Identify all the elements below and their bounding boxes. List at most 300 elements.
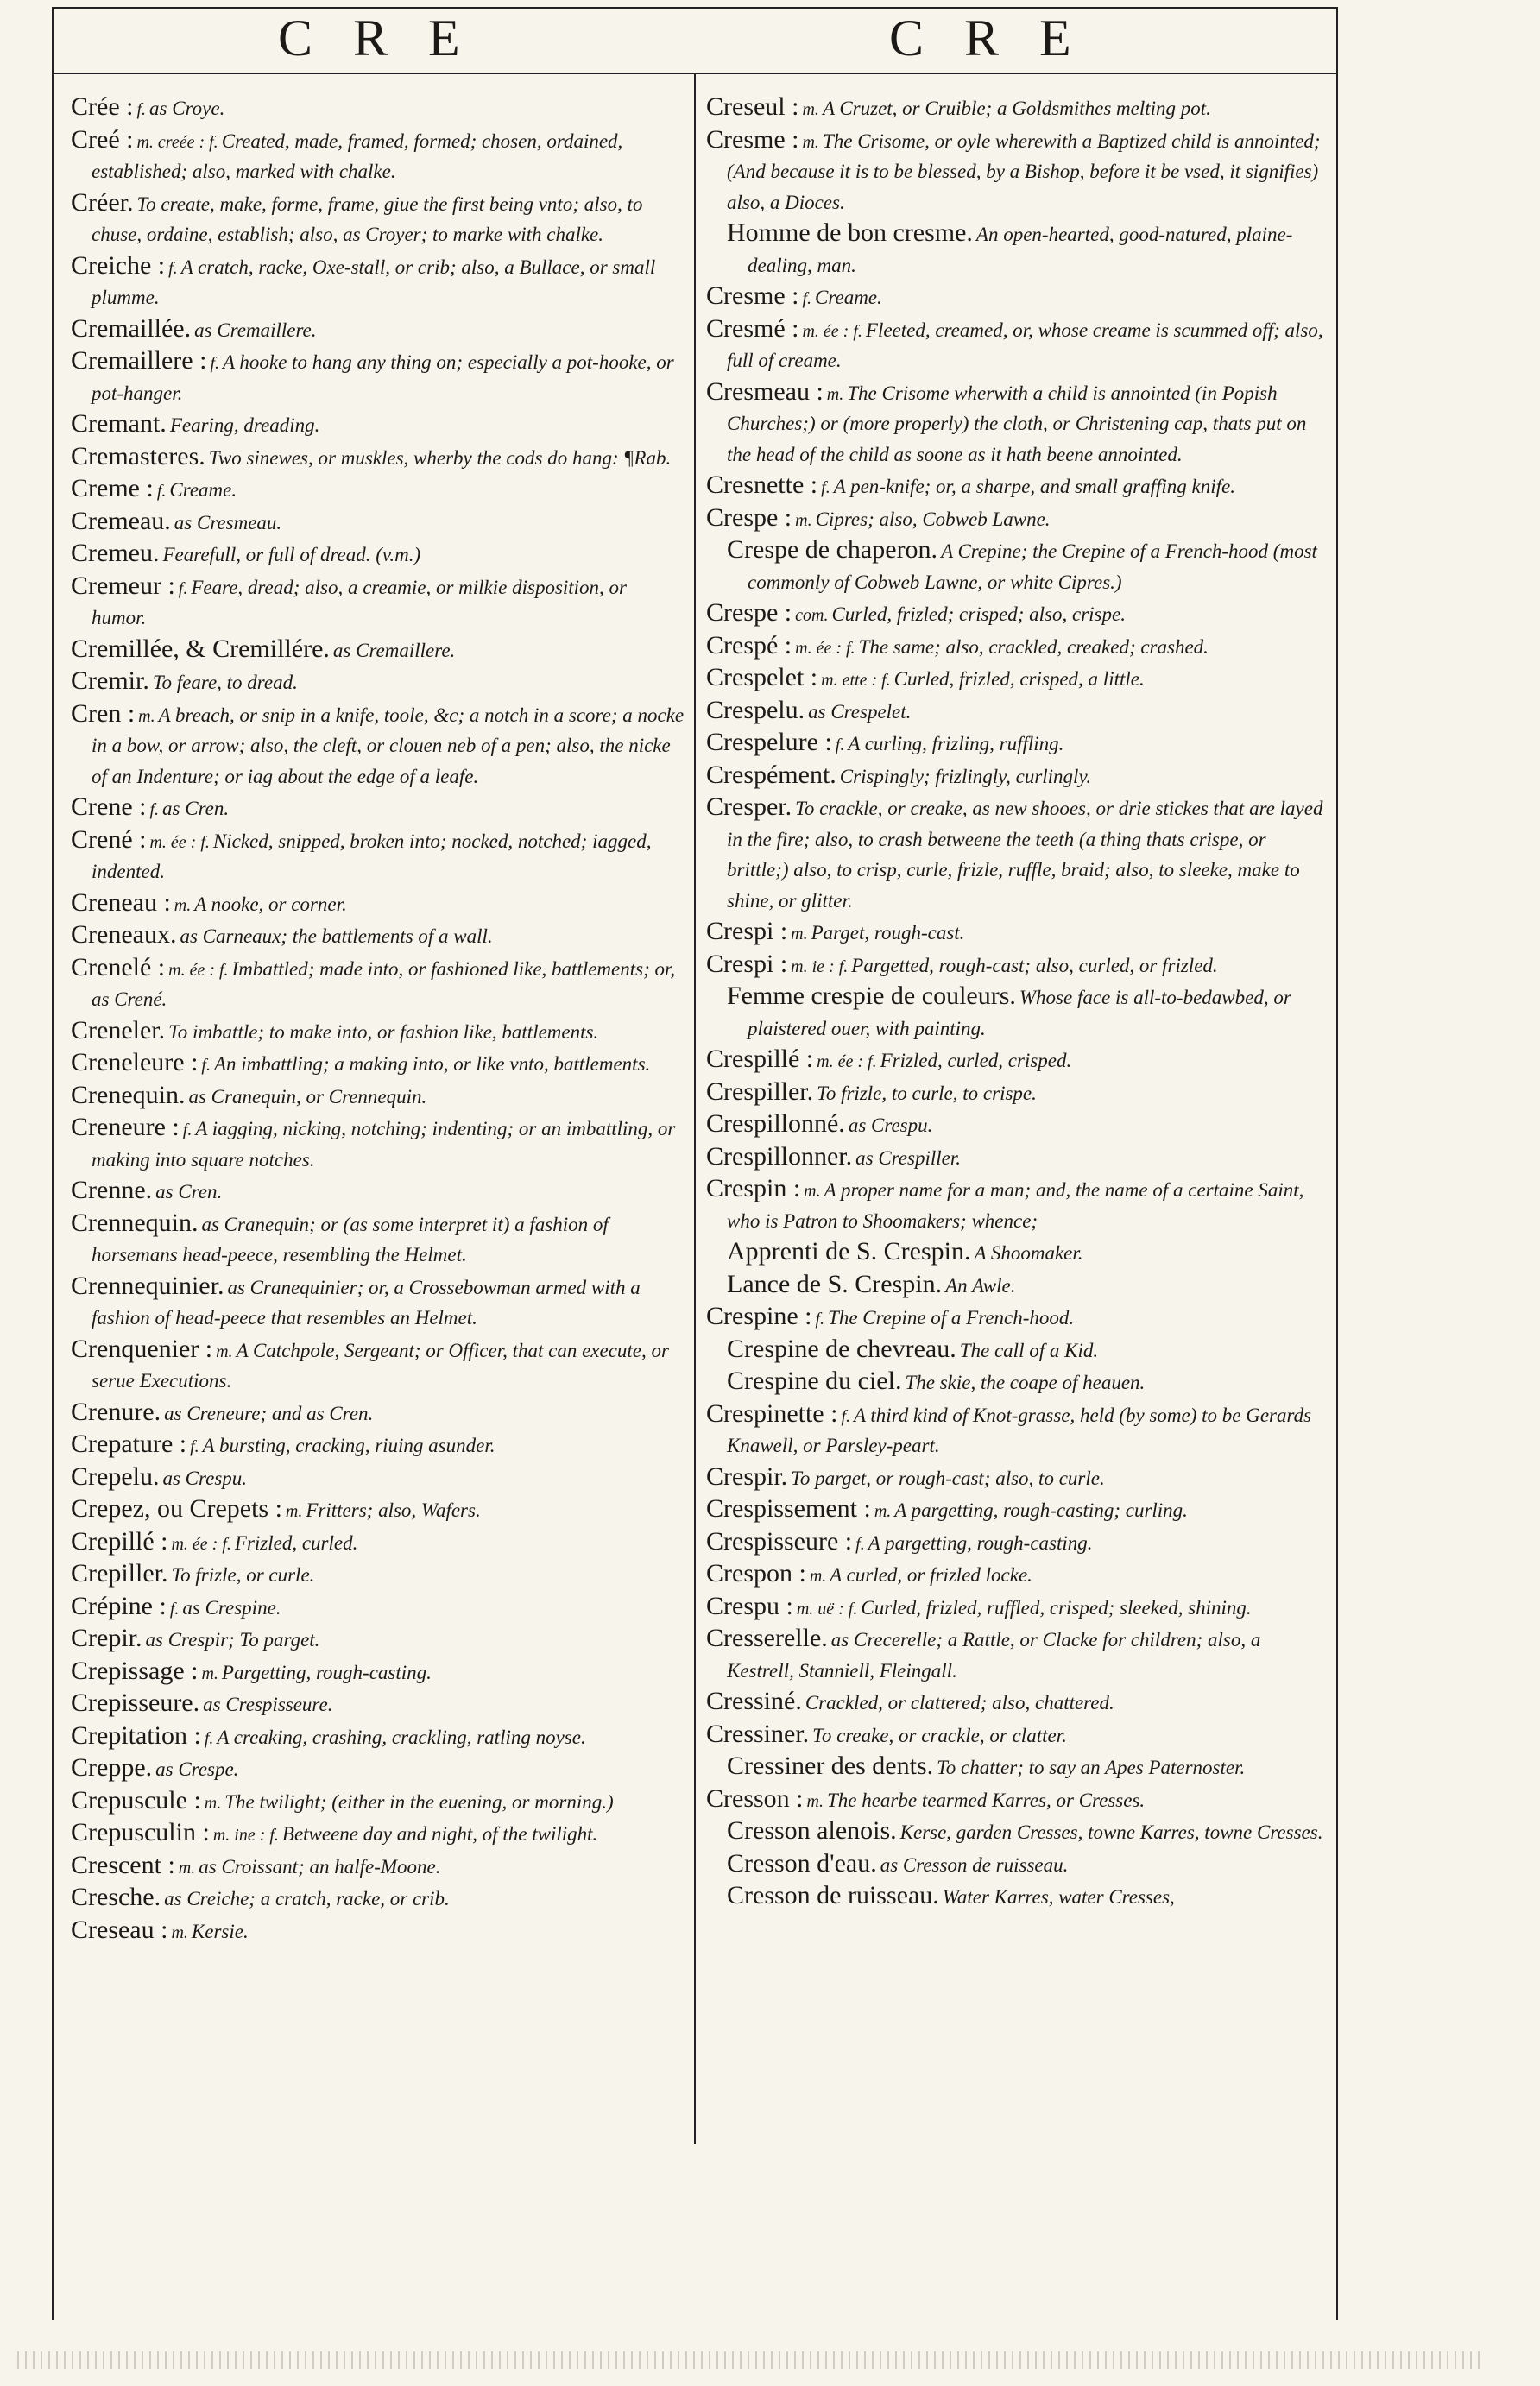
headword: Crepiller. bbox=[71, 1559, 168, 1588]
headword: Crespelet : bbox=[706, 663, 818, 691]
grammar-label: f. bbox=[178, 578, 188, 598]
dictionary-entry bbox=[706, 761, 1324, 794]
definition: Crackled, or clattered; also, chattered. bbox=[805, 1692, 1114, 1714]
dictionary-entry bbox=[706, 918, 1324, 950]
definition: Fleeted, creamed, or, whose creame is scummed off; also, full of creame. bbox=[727, 319, 1323, 371]
headword: Crenure. bbox=[71, 1397, 161, 1426]
dictionary-entry bbox=[71, 700, 685, 794]
grammar-label: m. bbox=[826, 384, 844, 404]
headword: Cresson alenois. bbox=[727, 1816, 897, 1845]
definition: A Catchpole, Sergeant; or Officer, that can execute, or serue Executions. bbox=[92, 1339, 669, 1392]
dictionary-entry bbox=[71, 1916, 685, 1949]
grammar-label: f. bbox=[204, 1728, 214, 1748]
dictionary-entry bbox=[71, 1819, 685, 1852]
definition: The same; also, crackled, creaked; crashed. bbox=[858, 635, 1209, 658]
definition: Feare, dread; also, a creamie, or milkie disposition, or humor. bbox=[92, 576, 628, 628]
dictionary-entry bbox=[706, 1143, 1324, 1176]
headword: Cresnette : bbox=[706, 470, 818, 499]
definition: as Crespir; To parget. bbox=[145, 1629, 320, 1651]
dictionary-entry bbox=[706, 1303, 1324, 1335]
definition: To crackle, or creake, as new shooes, or drie stickes that are layed in the fire; also, to crash betweene the teeth (a thing thats crispe, or brittle;) also, to crisp, curle, frizle, ruffle, braid; also, to sleeke, make to shine, or glitter. bbox=[727, 798, 1323, 912]
dictionary-entry bbox=[706, 93, 1324, 126]
grammar-label: m. bbox=[174, 895, 192, 915]
definition: A hooke to hang any thing on; especially a pot-hooke, or pot-hanger. bbox=[92, 351, 674, 404]
grammar-label: m. bbox=[791, 925, 808, 944]
dictionary-entry bbox=[706, 1238, 1324, 1271]
definition: Imbattled; made into, or fashioned like, battlements; or, as Crené. bbox=[92, 957, 676, 1010]
dictionary-entry bbox=[71, 1593, 685, 1625]
headword: Crespément. bbox=[706, 760, 836, 789]
dictionary-entry bbox=[706, 536, 1324, 599]
headword: Crepitation : bbox=[71, 1720, 201, 1750]
dictionary-entry bbox=[706, 632, 1324, 665]
grammar-label: m. bbox=[138, 706, 155, 726]
dictionary-entry bbox=[71, 1017, 685, 1050]
definition: Pargetting, rough-casting. bbox=[221, 1661, 432, 1683]
headword: Crespissement : bbox=[706, 1494, 871, 1523]
definition: Fritters; also, Wafers. bbox=[306, 1499, 481, 1521]
headword: Crespe : bbox=[706, 502, 792, 532]
headword: Crespiller. bbox=[706, 1076, 814, 1106]
headword: Crespelure : bbox=[706, 728, 832, 756]
headword: Crespe de chaperon. bbox=[727, 535, 938, 564]
headword: Crené : bbox=[71, 824, 147, 854]
headword: Cresson : bbox=[706, 1783, 804, 1813]
headword: Crespillonner. bbox=[706, 1141, 853, 1171]
headword: Crepissage : bbox=[71, 1656, 199, 1685]
headword: Femme crespie de couleurs. bbox=[727, 982, 1016, 1010]
grammar-label: m. bbox=[201, 1663, 218, 1683]
definition: Two sinewes, or muskles, wherby the cods do hang: ¶Rab. bbox=[208, 446, 672, 469]
definition: A curling, frizling, ruffling. bbox=[848, 733, 1064, 754]
definition: as Crespu. bbox=[162, 1467, 248, 1489]
dictionary-entry bbox=[71, 1049, 685, 1082]
headword: Crespi : bbox=[706, 917, 788, 945]
dictionary-entry bbox=[706, 950, 1324, 983]
definition: as Cranequin, or Crennequin. bbox=[188, 1085, 427, 1108]
headword: Homme de bon cresme. bbox=[727, 218, 973, 247]
left-column bbox=[71, 93, 685, 1948]
definition: as Cranequin; or (as some interpret it) a fashion of horsemans head-peece, resembling the Helmet. bbox=[92, 1213, 609, 1266]
dictionary-entry bbox=[71, 410, 685, 443]
headword: Creneaux. bbox=[71, 920, 177, 949]
definition: To chatter; to say an Apes Paternoster. bbox=[937, 1757, 1246, 1778]
grammar-label: m. ie : f. bbox=[791, 956, 849, 976]
headword: Crenequin. bbox=[71, 1080, 186, 1109]
definition: Water Karres, water Cresses, bbox=[942, 1886, 1175, 1908]
grammar-label: m. ée : f. bbox=[168, 960, 229, 980]
definition: A iagging, nicking, notching; indenting; or an imbattling, or making into square notches. bbox=[92, 1118, 676, 1171]
definition: An Awle. bbox=[945, 1274, 1016, 1297]
headword: Crepir. bbox=[71, 1624, 142, 1652]
dictionary-entry bbox=[706, 315, 1324, 378]
definition: A pen-knife; or, a sharpe, and small graffing knife. bbox=[833, 476, 1235, 497]
definition: An open-hearted, good-natured, plaine-dealing, man. bbox=[748, 224, 1293, 276]
dictionary-entry bbox=[706, 1817, 1324, 1850]
definition: The Crepine of a French-hood. bbox=[828, 1307, 1075, 1329]
dictionary-entry bbox=[71, 189, 685, 252]
definition: To creake, or crackle, or clatter. bbox=[812, 1724, 1067, 1746]
definition: The skie, the coape of heauen. bbox=[905, 1372, 1146, 1393]
grammar-label: m. ée : f. bbox=[802, 321, 862, 341]
headword: Crescent : bbox=[71, 1850, 175, 1879]
dictionary-entry bbox=[706, 1110, 1324, 1143]
headword: Cresmé : bbox=[706, 313, 799, 343]
dictionary-entry bbox=[71, 1560, 685, 1593]
dictionary-entry bbox=[706, 1175, 1324, 1238]
dictionary-entry bbox=[706, 1495, 1324, 1528]
grammar-label: m. ée : f. bbox=[795, 638, 855, 658]
dictionary-entry bbox=[71, 635, 685, 668]
grammar-label: m. ée : f. bbox=[171, 1534, 231, 1554]
headword: Creppe. bbox=[71, 1753, 153, 1782]
dictionary-entry bbox=[706, 1078, 1324, 1111]
grammar-label: f. bbox=[149, 800, 160, 819]
headword: Crespillonné. bbox=[706, 1109, 845, 1138]
headword: Crespisseure : bbox=[706, 1526, 853, 1556]
dictionary-entry bbox=[706, 793, 1324, 918]
headword: Cremaillere : bbox=[71, 346, 207, 375]
definition: The call of a Kid. bbox=[959, 1339, 1099, 1361]
definition: A proper name for a man; and, the name of a certaine Saint, who is Patron to Shoomakers; whence; bbox=[727, 1179, 1304, 1232]
grammar-label: f. bbox=[815, 1310, 825, 1329]
definition: Whose face is all-to-bedawbed, or plaistered ouer, with painting. bbox=[748, 987, 1291, 1039]
definition: as Cranequinier; or, a Crossebowman armed with a fashion of head-peece that resembles an Helmet. bbox=[92, 1276, 641, 1329]
headword: Creseau : bbox=[71, 1915, 168, 1944]
grammar-label: m. bbox=[804, 1182, 821, 1201]
definition: To parget, or rough-cast; also, to curle. bbox=[791, 1467, 1105, 1489]
grammar-label: f. bbox=[821, 478, 830, 497]
headword: Apprenti de S. Crespin. bbox=[727, 1237, 971, 1266]
definition: A Shoomaker. bbox=[974, 1242, 1083, 1264]
grammar-label: f. bbox=[156, 482, 167, 501]
headword: Crenne. bbox=[71, 1176, 153, 1204]
headword: Cremeau. bbox=[71, 506, 171, 535]
grammar-label: f. bbox=[190, 1437, 199, 1456]
dictionary-entry bbox=[71, 1463, 685, 1496]
dictionary-entry bbox=[706, 729, 1324, 761]
dictionary-entry bbox=[706, 1271, 1324, 1303]
dictionary-entry bbox=[71, 315, 685, 348]
definition: A creaking, crashing, crackling, ratling noyse. bbox=[217, 1726, 586, 1748]
headword: Crepez, ou Crepets : bbox=[71, 1494, 282, 1523]
grammar-label: f. bbox=[136, 100, 147, 119]
definition: The Crisome wherwith a child is annointed (in Popish Churches;) or (more properly) the cloth, or Christening cap, thats put on the head of the child as soone as it hath beene annointed. bbox=[727, 382, 1307, 465]
definition: as Carneaux; the battlements of a wall. bbox=[180, 925, 493, 947]
grammar-label: m. bbox=[806, 1791, 824, 1811]
definition: as Cremaillere. bbox=[332, 639, 456, 661]
headword: Creneure : bbox=[71, 1113, 180, 1141]
definition: as Creiche; a cratch, racke, or crib. bbox=[164, 1888, 450, 1909]
definition: Fearefull, or full of dread. (v.m.) bbox=[162, 544, 421, 565]
dictionary-entry bbox=[706, 1850, 1324, 1883]
dictionary-entry bbox=[71, 1722, 685, 1755]
dictionary-entry bbox=[71, 1689, 685, 1722]
definition: as Crespu. bbox=[848, 1114, 933, 1136]
definition: A third kind of Knot-grasse, held (by some) to be Gerards Knawell, or Parsley-peart. bbox=[727, 1404, 1312, 1456]
grammar-label: m. bbox=[795, 510, 812, 530]
definition: A curled, or frizled locke. bbox=[830, 1564, 1032, 1586]
definition: Frizled, curled. bbox=[234, 1531, 358, 1554]
headword: Cremaillée. bbox=[71, 313, 192, 343]
definition: To frizle, or curle. bbox=[171, 1564, 315, 1586]
definition: as Crespiller. bbox=[855, 1146, 961, 1169]
grammar-label: m. bbox=[216, 1341, 233, 1361]
frame-right-rule bbox=[1336, 7, 1338, 2320]
dictionary-entry bbox=[71, 1657, 685, 1690]
grammar-label: m. bbox=[809, 1567, 827, 1586]
definition: Curled, frizled; crisped; also, crispe. bbox=[831, 603, 1126, 625]
grammar-label: m. bbox=[285, 1502, 303, 1521]
dictionary-entry bbox=[706, 471, 1324, 504]
definition: A cratch, racke, Oxe-stall, or crib; also, a Bullace, or small plumme. bbox=[92, 256, 656, 308]
headword: Creé : bbox=[71, 124, 134, 154]
definition: as Croye. bbox=[149, 98, 225, 119]
headword: Crée : bbox=[71, 92, 134, 121]
grammar-label: f. bbox=[182, 1120, 192, 1139]
headword: Crespon : bbox=[706, 1559, 806, 1588]
dictionary-entry bbox=[706, 599, 1324, 632]
headword: Cresper. bbox=[706, 792, 792, 821]
dictionary-entry bbox=[71, 1114, 685, 1177]
definition: as Cresson de ruisseau. bbox=[880, 1853, 1069, 1876]
definition: Betweene day and night, of the twilight. bbox=[281, 1823, 598, 1845]
headword: Cresme : bbox=[706, 281, 799, 310]
dictionary-entry bbox=[706, 126, 1324, 220]
definition: A pargetting, rough-casting. bbox=[868, 1531, 1093, 1554]
grammar-label: m. bbox=[171, 1922, 188, 1942]
dictionary-entry bbox=[706, 378, 1324, 472]
grammar-label: m. bbox=[802, 100, 819, 119]
definition: The twilight; (either in the euening, or morning.) bbox=[224, 1790, 614, 1813]
definition: Frizled, curled, crisped. bbox=[880, 1050, 1072, 1071]
headword: Cressiner. bbox=[706, 1719, 810, 1748]
dictionary-entry bbox=[706, 1367, 1324, 1400]
headword: Cresme : bbox=[706, 124, 799, 154]
headword: Crepusculin : bbox=[71, 1818, 210, 1846]
dictionary-entry bbox=[71, 1884, 685, 1916]
definition: Cipres; also, Cobweb Lawne. bbox=[815, 508, 1051, 530]
headword: Cremeur : bbox=[71, 571, 175, 600]
headword: Crepelu. bbox=[71, 1461, 160, 1491]
scan-edge-noise bbox=[17, 2351, 1485, 2369]
dictionary-entry bbox=[706, 1400, 1324, 1463]
dictionary-entry bbox=[71, 443, 685, 476]
headword: Cremillée, & Cremillére. bbox=[71, 634, 330, 663]
dictionary-entry bbox=[71, 540, 685, 572]
definition: Creame. bbox=[169, 479, 237, 501]
running-head-right: C R E bbox=[889, 9, 1085, 66]
grammar-label: f. bbox=[201, 1056, 211, 1075]
headword: Crepisseure. bbox=[71, 1689, 200, 1717]
grammar-label: m. bbox=[874, 1502, 892, 1521]
definition: Parget, rough-cast. bbox=[811, 922, 965, 944]
grammar-label: m. uë : f. bbox=[796, 1599, 858, 1619]
headword: Cresson d'eau. bbox=[727, 1848, 877, 1878]
dictionary-entry bbox=[706, 1335, 1324, 1368]
headword: Creme : bbox=[71, 474, 154, 502]
headword: Crépine : bbox=[71, 1591, 167, 1620]
dictionary-entry bbox=[706, 1560, 1324, 1593]
grammar-label: f. bbox=[835, 735, 845, 754]
dictionary-entry bbox=[71, 1528, 685, 1561]
dictionary-entry bbox=[71, 93, 685, 126]
definition: Crispingly; frizlingly, curlingly. bbox=[839, 765, 1092, 787]
dictionary-entry bbox=[71, 667, 685, 700]
definition: To frizle, to curle, to crispe. bbox=[817, 1082, 1037, 1104]
dictionary-entry bbox=[71, 1787, 685, 1820]
headword: Crepillé : bbox=[71, 1526, 168, 1556]
definition: Kerse, garden Cresses, towne Karres, towne Cresses. bbox=[899, 1821, 1323, 1843]
dictionary-entry bbox=[71, 1177, 685, 1209]
dictionary-entry bbox=[71, 826, 685, 889]
dictionary-entry bbox=[71, 572, 685, 635]
grammar-label: m. creée : f. bbox=[136, 132, 218, 152]
grammar-label: m. bbox=[802, 132, 819, 152]
dictionary-entry bbox=[706, 1625, 1324, 1688]
dictionary-entry bbox=[706, 1688, 1324, 1720]
dictionary-entry bbox=[71, 1335, 685, 1398]
headword: Crennequin. bbox=[71, 1208, 199, 1237]
headword: Crepature : bbox=[71, 1430, 187, 1458]
definition: The hearbe tearmed Karres, or Cresses. bbox=[826, 1789, 1146, 1811]
definition: Curled, frizled, ruffled, crisped; sleeked, shining. bbox=[861, 1596, 1252, 1619]
headword: Crespelu. bbox=[706, 695, 805, 724]
grammar-label: com. bbox=[795, 606, 829, 625]
headword: Crespinette : bbox=[706, 1398, 838, 1428]
grammar-label: f. bbox=[841, 1406, 851, 1426]
definition: Fearing, dreading. bbox=[169, 414, 320, 436]
running-head-left: C R E bbox=[278, 9, 474, 66]
definition: as Crespe. bbox=[155, 1758, 239, 1780]
definition: as Crespisseure. bbox=[203, 1694, 333, 1715]
grammar-label: f. bbox=[210, 354, 219, 373]
grammar-label: f. bbox=[168, 258, 178, 278]
grammar-label: f. bbox=[855, 1534, 865, 1554]
grammar-label: m. ée : f. bbox=[817, 1052, 877, 1071]
dictionary-entry bbox=[71, 954, 685, 1017]
definition: as Cren. bbox=[155, 1181, 223, 1202]
grammar-label: m. ette : f. bbox=[821, 671, 891, 690]
definition: To imbattle; to make into, or fashion like, battlements. bbox=[168, 1020, 599, 1043]
dictionary-entry bbox=[71, 475, 685, 508]
definition: To create, make, forme, frame, giue the first being vnto; also, to chuse, ordaine, establish; also, as Croyer; to marke with chalke. bbox=[92, 193, 643, 245]
headword: Crepuscule : bbox=[71, 1785, 201, 1815]
definition: Creame. bbox=[815, 287, 882, 308]
grammar-label: m. bbox=[178, 1858, 196, 1878]
dictionary-entry bbox=[706, 697, 1324, 729]
headword: Crenelé : bbox=[71, 952, 166, 982]
dictionary-entry bbox=[706, 219, 1324, 282]
headword: Cresson de ruisseau. bbox=[727, 1881, 939, 1909]
dictionary-entry bbox=[71, 1625, 685, 1657]
definition: A bursting, cracking, riuing asunder. bbox=[202, 1435, 495, 1456]
grammar-label: f. bbox=[169, 1599, 180, 1619]
right-column bbox=[706, 93, 1324, 1915]
headword: Cremant. bbox=[71, 409, 167, 438]
headword: Crespillé : bbox=[706, 1045, 814, 1073]
definition: Curled, frizled, crisped, a little. bbox=[893, 668, 1145, 690]
frame-left-rule bbox=[52, 7, 54, 2320]
dictionary-entry bbox=[706, 1882, 1324, 1915]
dictionary-entry bbox=[71, 921, 685, 954]
headword: Cresmeau : bbox=[706, 376, 824, 406]
dictionary-entry bbox=[71, 1430, 685, 1463]
headword: Crene : bbox=[71, 792, 147, 821]
grammar-label: f. bbox=[802, 289, 812, 308]
headword: Crespi : bbox=[706, 949, 788, 978]
headword: Crespé : bbox=[706, 630, 792, 660]
dictionary-entry bbox=[71, 347, 685, 410]
dictionary-entry bbox=[706, 1752, 1324, 1785]
dictionary-entry bbox=[71, 1852, 685, 1884]
grammar-label: m. bbox=[204, 1793, 222, 1813]
headword: Crennequinier. bbox=[71, 1271, 224, 1300]
headword: Creneler. bbox=[71, 1015, 166, 1045]
definition: Nicked, snipped, broken into; nocked, notched; iagged, indented. bbox=[92, 830, 652, 882]
definition: as Cresmeau. bbox=[174, 511, 282, 533]
dictionary-entry bbox=[71, 1272, 685, 1335]
headword: Cren : bbox=[71, 698, 136, 728]
dictionary-entry bbox=[71, 1495, 685, 1528]
frame-top-rule bbox=[52, 7, 1338, 9]
dictionary-entry bbox=[71, 126, 685, 189]
dictionary-entry bbox=[706, 1045, 1324, 1078]
definition: as Croissant; an halfe-Moone. bbox=[199, 1855, 441, 1878]
dictionary-entry bbox=[706, 664, 1324, 697]
dictionary-entry bbox=[706, 1463, 1324, 1496]
definition: To feare, to dread. bbox=[152, 672, 298, 693]
definition: The Crisome, or oyle wherewith a Baptized child is annointed; (And because it is to be blessed, by a Bishop, before it be vsed, it signifies) also, a Dioces. bbox=[727, 129, 1321, 213]
headword: Crespir. bbox=[706, 1461, 788, 1491]
headword: Cresserelle. bbox=[706, 1624, 828, 1652]
headword: Cremeu. bbox=[71, 539, 160, 567]
headword: Creneau : bbox=[71, 887, 171, 917]
headword: Creneleure : bbox=[71, 1048, 199, 1076]
headword: Crespine : bbox=[706, 1302, 812, 1330]
headword: Crespine de chevreau. bbox=[727, 1334, 956, 1363]
dictionary-entry bbox=[71, 793, 685, 826]
headword: Crespin : bbox=[706, 1174, 801, 1202]
definition: as Creneure; and as Cren. bbox=[164, 1402, 374, 1424]
definition: as Crecerelle; a Rattle, or Clacke for children; also, a Kestrell, Stanniell, Fleingall. bbox=[727, 1629, 1261, 1682]
definition: A pargetting, rough-casting; curling. bbox=[894, 1499, 1188, 1521]
definition: as Crespine. bbox=[182, 1596, 281, 1619]
headword: Créer. bbox=[71, 187, 134, 217]
headword: Crespe : bbox=[706, 598, 792, 627]
dictionary-entry bbox=[71, 1754, 685, 1787]
definition: A Cruzet, or Cruible; a Goldsmithes melting pot. bbox=[822, 98, 1211, 119]
definition: An imbattling; a making into, or like vnto, battlements. bbox=[213, 1053, 651, 1075]
dictionary-entry bbox=[71, 252, 685, 315]
dictionary-entry bbox=[706, 1528, 1324, 1561]
headword: Lance de S. Crespin. bbox=[727, 1269, 943, 1298]
headword: Cressiné. bbox=[706, 1687, 802, 1715]
grammar-label: m. ée : f. bbox=[149, 832, 210, 852]
dictionary-entry bbox=[71, 1209, 685, 1272]
dictionary-entry bbox=[71, 508, 685, 540]
headword: Cremir. bbox=[71, 666, 149, 695]
headword: Cressiner des dents. bbox=[727, 1752, 934, 1780]
grammar-label: m. ine : f. bbox=[212, 1826, 279, 1845]
definition: as Cremaillere. bbox=[194, 319, 317, 341]
column-divider bbox=[694, 73, 696, 2144]
definition: Created, made, framed, formed; chosen, ordained, established; also, marked with chalke. bbox=[92, 129, 623, 182]
definition: as Crespelet. bbox=[808, 700, 912, 723]
definition: Kersie. bbox=[191, 1920, 249, 1942]
headword: Crespine du ciel. bbox=[727, 1367, 902, 1395]
headword: Crenquenier : bbox=[71, 1334, 213, 1363]
